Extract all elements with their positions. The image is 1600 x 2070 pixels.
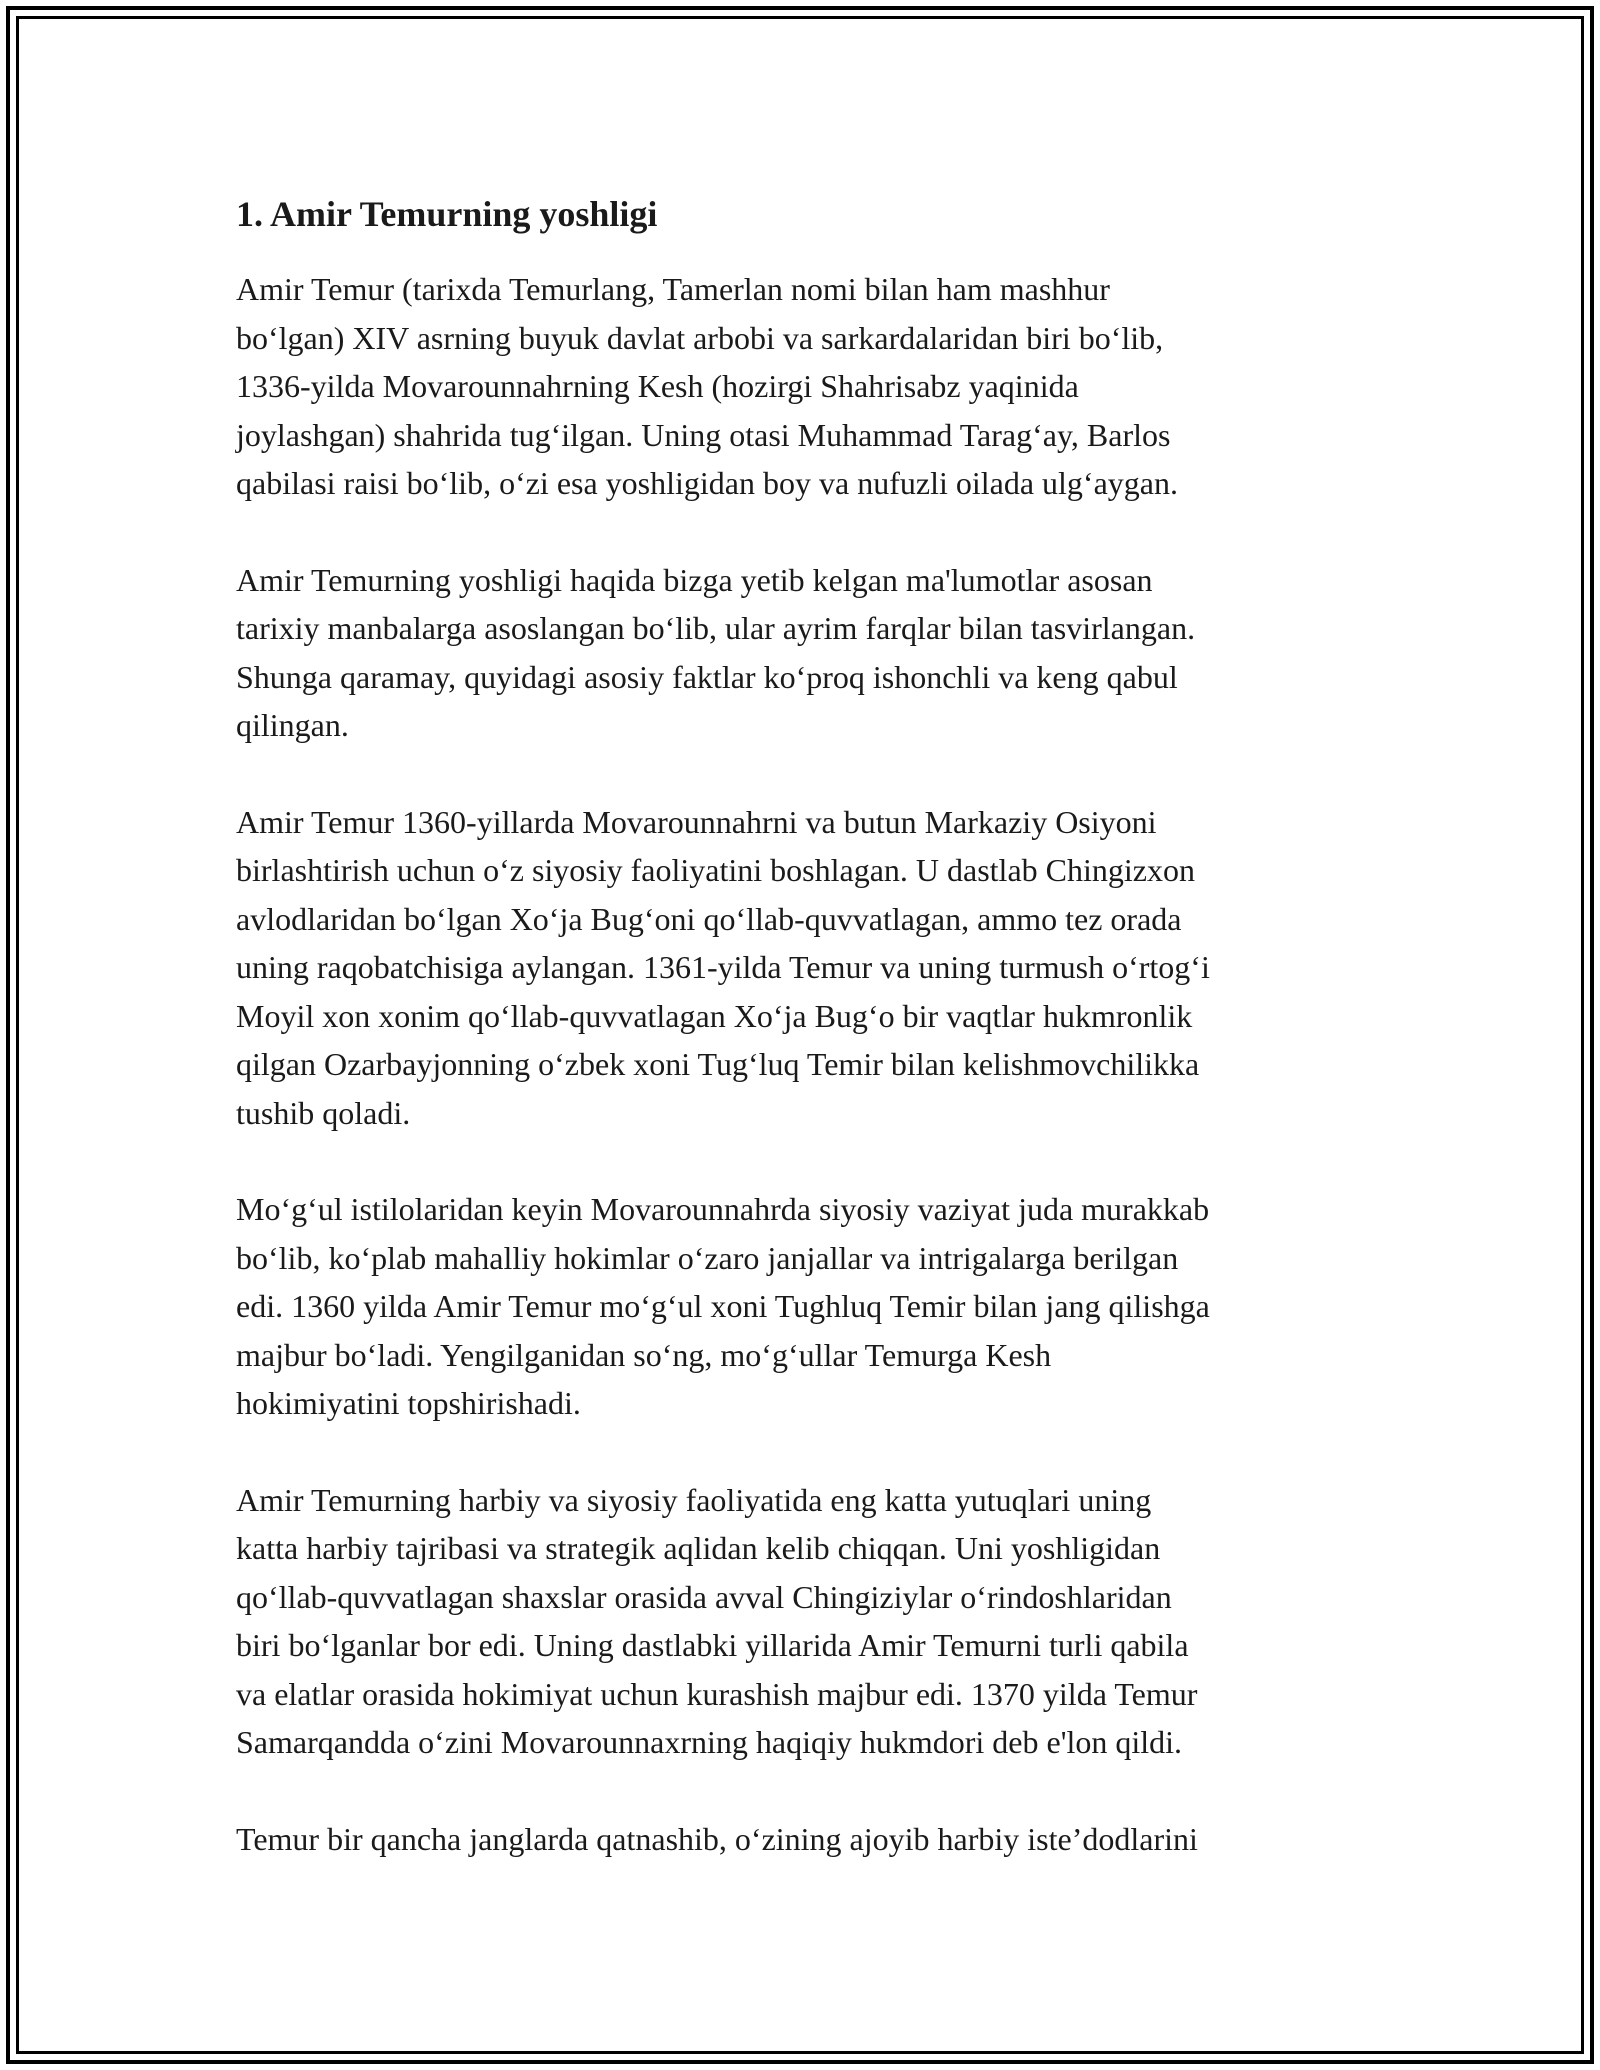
paragraph-4: Mo‘g‘ul istilolaridan keyin Movarounnahrda siyosiy vaziyat juda murakkab bo‘lib, ko‘plab mahalliy hokimlar o‘zaro janjallar va intrigalarga berilgan edi. 1360 yilda Amir Temur mo‘g‘ul xoni Tughluq Temir bilan jang qilishga majbur bo‘ladi. Yengilganidan so‘ng, mo‘g‘ullar Temurga Kesh hokimiyatini topshirishadi. [236,1191,1210,1421]
paragraph-2: Amir Temurning yoshligi haqida bizga yetib kelgan ma'lumotlar asosan tarixiy manbalarga asoslangan bo‘lib, ular ayrim farqlar bilan tasvirlangan. Shunga qaramay, quyidagi asosiy faktlar ko‘proq ishonchli va keng qabul qilingan. [236,561,1196,743]
paragraph-1: Amir Temur (tarixda Temurlang, Tamerlan nomi bilan ham mashhur bo‘lgan) XIV asrning buyuk davlat arbobi va sarkardalaridan biri bo‘lib, 1336-yilda Movarounnahrning Kesh (hozirgi Shahrisabz yaqinida joylashgan) shahrida tug‘ilgan. Uning otasi Muhammad Tarag‘ay, Barlos qabilasi raisi bo‘lib, o‘zi esa yoshligidan boy va nufuzli oilada ulg‘aygan. [236,271,1178,501]
paragraph-3: Amir Temur 1360-yillarda Movarounnahrni va butun Markaziy Osiyoni birlashtirish uchun o‘z siyosiy faoliyatini boshlagan. U dastlab Chingizxon avlodlaridan bo‘lgan Xo‘ja Bug‘oni qo‘llab-quvvatlagan, ammo tez orada uning raqobatchisiga aylangan. 1361-yilda Temur va uning turmush o‘rtog‘i Moyil xon xonim qo‘llab-quvvatlagan Xo‘ja Bug‘o bir vaqtlar hukmronlik qilgan Ozarbayjonning o‘zbek xoni Tug‘luq Temir bilan kelishmovchilikka tushib qoladi. [236,803,1210,1131]
paragraph-5: Amir Temurning harbiy va siyosiy faoliyatida eng katta yutuqlari uning katta harbiy tajribasi va strategik aqlidan kelib chiqqan. Uni yoshligidan qo‘llab-quvvatlagan shaxslar orasida avval Chingiziylar o‘rindoshlaridan biri bo‘lganlar bor edi. Uning dastlabki yillarida Amir Temurni turli qabila va elatlar orasida hokimiyat uchun kurashish majbur edi. 1370 yilda Temur Samarqandda o‘zini Movarounnaxrning haqiqiy hukmdori deb e'lon qildi. [236,1481,1198,1760]
section-heading: 1. Amir Temurning yoshligi [236,194,658,234]
paragraph-6: Temur bir qancha janglarda qatnashib, o‘zining ajoyib harbiy iste’dodlarini [236,1820,1198,1857]
document-body [236,186,1376,1911]
